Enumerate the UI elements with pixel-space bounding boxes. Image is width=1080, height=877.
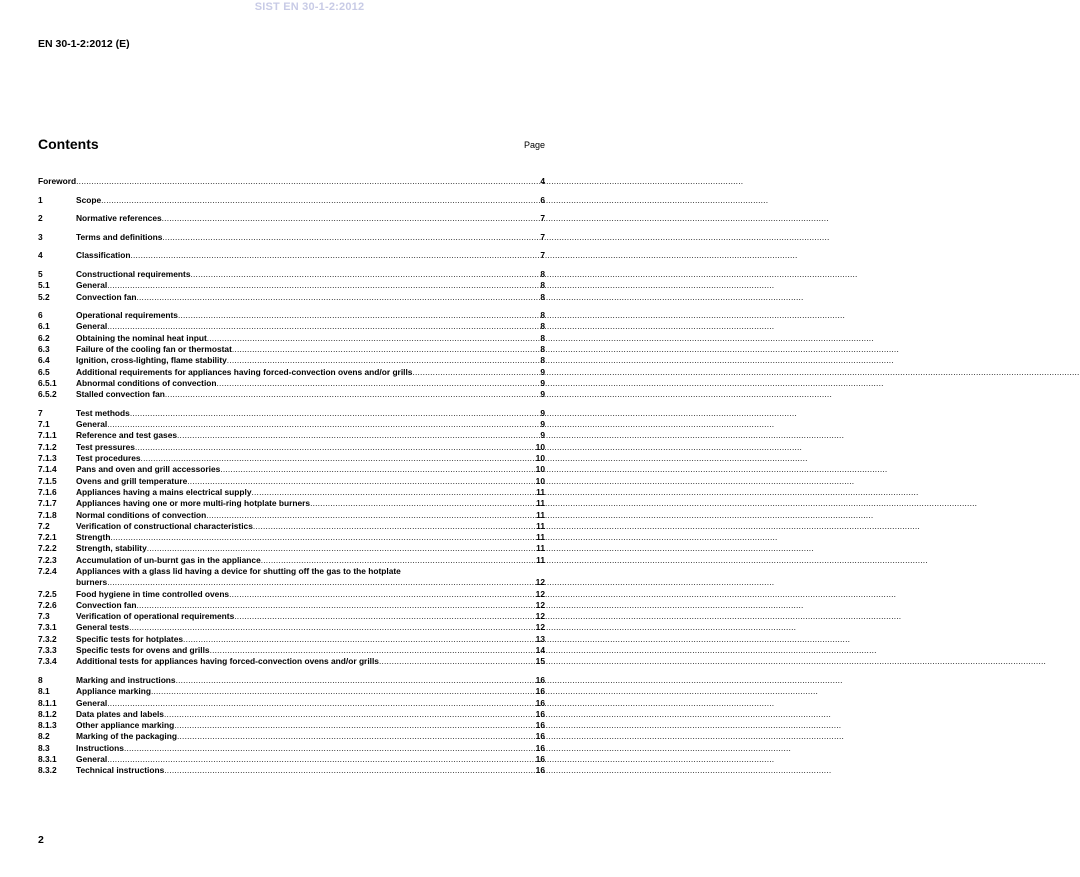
toc-entry[interactable] <box>38 543 545 554</box>
dot-leader <box>379 656 536 667</box>
toc-entry-page: 10 <box>535 464 545 475</box>
dot-leader <box>177 430 540 441</box>
toc-entry-title: Marking and instructions <box>76 674 176 685</box>
dot-leader <box>261 555 536 566</box>
toc-entry-number: 7.2.2 <box>38 543 57 554</box>
toc-entry-title: Abnormal conditions of convection <box>76 377 217 388</box>
toc-entry-page: 10 <box>535 453 545 464</box>
toc-entry-title: Other appliance marking <box>76 720 175 731</box>
toc-entry-number: 7.3.2 <box>38 633 57 644</box>
toc-entry-number: 7 <box>38 407 43 418</box>
toc-entry-wrapped[interactable] <box>38 566 545 577</box>
toc-entry-title: Technical instructions <box>76 765 165 776</box>
toc-entry-title: General <box>76 697 108 708</box>
toc-entry[interactable] <box>38 709 545 720</box>
toc-entry-page: 8 <box>540 332 545 343</box>
toc-entry[interactable] <box>38 344 545 355</box>
toc-entry[interactable] <box>38 476 545 487</box>
toc-entry[interactable] <box>38 176 545 187</box>
toc-entry-title: Additional tests for appliances having forced-convection ovens and/or grills <box>76 656 379 667</box>
toc-entry-page: 9 <box>540 419 545 430</box>
toc-entry-number: 7.3.3 <box>38 645 57 656</box>
toc-entry-page: 16 <box>535 708 545 719</box>
toc-entry-title: Strength, stability <box>76 543 147 554</box>
toc-entry-page: 9 <box>540 389 545 400</box>
toc-entry-title: Convection fan <box>76 291 137 302</box>
toc-entry[interactable] <box>38 430 545 441</box>
toc-entry-number: 6.4 <box>38 355 50 366</box>
toc-entry-title: Additional requirements for appliances having forced-convection ovens and/or grills <box>76 366 413 377</box>
dot-leader <box>107 754 535 765</box>
toc-entry-page: 12 <box>535 611 545 622</box>
dot-leader <box>210 645 536 656</box>
document-id: EN 30-1-2:2012 (E) <box>38 38 130 50</box>
toc-entry-number: 7.1.2 <box>38 441 57 452</box>
dot-leader <box>310 498 536 509</box>
dot-leader <box>135 442 536 453</box>
toc-entry-title: General tests <box>76 622 130 633</box>
toc-entry-title: Specific tests for ovens and grills <box>76 645 210 656</box>
dot-leader <box>217 378 541 389</box>
toc-entry-number: 6.5.1 <box>38 377 57 388</box>
toc-entry-number: 7.2.1 <box>38 532 57 543</box>
toc-entry-title: Obtaining the nominal heat input <box>76 332 207 343</box>
toc-entry[interactable] <box>38 464 545 475</box>
dot-leader <box>165 389 540 400</box>
toc-entry-page: 16 <box>535 742 545 753</box>
toc-entry-title: Appliances with a glass lid having a device for shutting off the gas to the hotplate <box>76 565 401 576</box>
toc-entry-number: 7.1.6 <box>38 486 57 497</box>
dot-leader <box>151 686 536 697</box>
table-of-contents <box>38 176 545 777</box>
toc-entry-number: 8.1 <box>38 686 50 697</box>
toc-entry-page: 11 <box>536 532 545 543</box>
toc-entry[interactable] <box>38 408 545 419</box>
dot-leader <box>206 510 536 521</box>
toc-entry-title: Test procedures <box>76 453 141 464</box>
toc-entry-title: General <box>76 280 108 291</box>
toc-entry[interactable] <box>38 634 545 645</box>
toc-entry-number: 7.1.1 <box>38 430 57 441</box>
toc-entry[interactable] <box>38 743 545 754</box>
toc-entry-number: 8.3.1 <box>38 754 57 765</box>
toc-entry-page: 12 <box>535 622 545 633</box>
toc-entry-page: 6 <box>540 194 545 205</box>
toc-entry-number: 7.1.5 <box>38 475 57 486</box>
dot-leader <box>137 600 536 611</box>
toc-entry-number: 7.1.7 <box>38 498 57 509</box>
toc-entry-number: 7.1 <box>38 419 50 430</box>
toc-entry-title: Accumulation of un-burnt gas in the appliance <box>76 554 261 565</box>
toc-entry-title: Verification of operational requirements <box>76 611 235 622</box>
toc-entry-number: 6.2 <box>38 332 50 343</box>
toc-entry-page: 11 <box>536 486 545 497</box>
toc-entry-number: 6.5 <box>38 366 50 377</box>
dot-leader <box>110 532 536 543</box>
toc-entry-number: 7.2.5 <box>38 588 57 599</box>
toc-entry-title: Food hygiene in time controlled ovens <box>76 588 230 599</box>
toc-entry-page: 8 <box>540 321 545 332</box>
toc-entry-number: 8.3.2 <box>38 765 57 776</box>
dot-leader <box>207 333 541 344</box>
toc-entry[interactable] <box>38 622 545 633</box>
toc-entry-number: 8 <box>38 674 43 685</box>
toc-entry[interactable] <box>38 611 545 622</box>
dot-leader <box>107 419 540 430</box>
toc-entry[interactable] <box>38 250 545 261</box>
toc-entry-title: General <box>76 419 108 430</box>
toc-entry-number: 6 <box>38 310 43 321</box>
toc-entry[interactable] <box>38 731 545 742</box>
toc-entry[interactable] <box>38 498 545 509</box>
toc-entry-page: 16 <box>535 674 545 685</box>
toc-entry-number: 8.1.1 <box>38 697 57 708</box>
toc-entry[interactable] <box>38 686 545 697</box>
toc-entry-number: 7.2 <box>38 520 50 531</box>
toc-entry-title: Appliance marking <box>76 686 151 697</box>
toc-entry-title: General <box>76 321 108 332</box>
toc-entry[interactable] <box>38 269 545 280</box>
dot-leader <box>147 543 536 554</box>
toc-entry-title: Test pressures <box>76 441 135 452</box>
toc-entry-page: 7 <box>540 231 545 242</box>
toc-entry-title: Stalled convection fan <box>76 389 165 400</box>
toc-entry-title: Normal conditions of convection <box>76 509 207 520</box>
toc-entry-page: 16 <box>535 686 545 697</box>
toc-entry-title-continuation: burners <box>76 577 108 588</box>
toc-entry-title: Classification <box>76 250 131 261</box>
dot-leader <box>130 250 540 261</box>
toc-entry-page: 8 <box>540 268 545 279</box>
toc-entry[interactable] <box>38 521 545 532</box>
toc-entry-page: 8 <box>540 291 545 302</box>
toc-entry-title: Failure of the cooling fan or thermostat <box>76 344 232 355</box>
dot-leader <box>412 367 540 378</box>
dot-leader <box>174 720 535 731</box>
toc-entry-title: Verification of constructional characteristics <box>76 520 253 531</box>
toc-entry-number: 8.2 <box>38 731 50 742</box>
watermark: SIST EN 30-1-2:2012 <box>254 1 365 13</box>
toc-entry-number: 7.3.4 <box>38 656 57 667</box>
dot-leader <box>253 521 536 532</box>
dot-leader <box>124 743 536 754</box>
toc-entry-title: Normative references <box>76 213 162 224</box>
toc-entry[interactable] <box>38 321 545 332</box>
toc-entry-page: 11 <box>536 509 545 520</box>
toc-entry[interactable] <box>38 656 545 667</box>
toc-entry-number: 6.1 <box>38 321 50 332</box>
toc-entry-page: 16 <box>535 731 545 742</box>
toc-entry-page: 10 <box>535 441 545 452</box>
dot-leader <box>141 453 536 464</box>
dot-leader <box>107 280 540 291</box>
dot-leader <box>177 731 536 742</box>
toc-entry-page: 7 <box>540 213 545 224</box>
toc-entry-title: Appliances having a mains electrical supply <box>76 486 252 497</box>
toc-entry[interactable] <box>38 367 545 378</box>
toc-entry-number: 5.1 <box>38 280 50 291</box>
toc-entry[interactable] <box>38 310 545 321</box>
page-number: 2 <box>38 834 44 846</box>
toc-entry-page: 16 <box>535 697 545 708</box>
toc-entry[interactable] <box>38 720 545 731</box>
toc-entry[interactable] <box>38 333 545 344</box>
toc-entry-page: 9 <box>540 430 545 441</box>
toc-entry-page: 12 <box>535 599 545 610</box>
dot-leader <box>162 213 541 224</box>
toc-entry-number: 4 <box>38 250 43 261</box>
toc-entry-page: 11 <box>536 498 545 509</box>
toc-entry-title: Foreword <box>38 176 77 186</box>
toc-entry[interactable] <box>38 280 545 291</box>
toc-entry-title: Scope <box>76 194 102 205</box>
toc-entry-title: Constructional requirements <box>76 268 191 279</box>
toc-entry-page: 8 <box>540 280 545 291</box>
toc-entry-page: 14 <box>535 645 545 656</box>
toc-entry-page: 16 <box>535 765 545 776</box>
toc-entry[interactable] <box>38 378 545 389</box>
dot-leader <box>232 344 540 355</box>
dot-leader <box>176 675 536 686</box>
toc-entry[interactable] <box>38 555 545 566</box>
dot-leader <box>183 634 536 645</box>
toc-entry[interactable] <box>38 765 545 776</box>
toc-entry-title: Appliances having one or more multi-ring hotplate burners <box>76 498 311 509</box>
toc-entry-page: 8 <box>540 344 545 355</box>
dot-leader <box>187 476 535 487</box>
toc-entry-number: 7.3 <box>38 611 50 622</box>
toc-entry-title: Data plates and labels <box>76 708 164 719</box>
toc-entry[interactable] <box>38 600 545 611</box>
toc-entry-title: Reference and test gases <box>76 430 178 441</box>
toc-entry-title: Test methods <box>76 407 130 418</box>
toc-entry-page: 13 <box>535 633 545 644</box>
dot-leader <box>107 577 535 588</box>
toc-entry[interactable] <box>38 675 545 686</box>
contents-title: Contents <box>38 136 99 152</box>
dot-leader <box>164 709 536 720</box>
toc-entry[interactable] <box>38 442 545 453</box>
toc-entry[interactable] <box>38 698 545 709</box>
toc-entry[interactable] <box>38 645 545 656</box>
toc-entry-page: 8 <box>540 310 545 321</box>
toc-entry-title: Instructions <box>76 742 124 753</box>
toc-entry-number: 7.2.6 <box>38 599 57 610</box>
toc-entry-page: 11 <box>536 520 545 531</box>
toc-entry-number: 7.1.3 <box>38 453 57 464</box>
dot-leader <box>178 310 540 321</box>
toc-entry-number: 7.3.1 <box>38 622 57 633</box>
dot-leader <box>76 176 540 187</box>
toc-entry-title: Operational requirements <box>76 310 178 321</box>
toc-entry[interactable] <box>38 389 545 400</box>
toc-entry[interactable] <box>38 487 545 498</box>
toc-entry-number: 5 <box>38 268 43 279</box>
dot-leader <box>251 487 536 498</box>
toc-entry-title: Strength <box>76 532 111 543</box>
toc-entry-title: Marking of the packaging <box>76 731 177 742</box>
dot-leader <box>190 269 540 280</box>
dot-leader <box>164 765 535 776</box>
toc-entry[interactable] <box>38 419 545 430</box>
dot-leader <box>220 464 535 475</box>
toc-entry[interactable] <box>38 453 545 464</box>
toc-entry-number: 5.2 <box>38 291 50 302</box>
toc-entry[interactable] <box>38 292 545 303</box>
dot-leader <box>234 611 535 622</box>
dot-leader <box>130 408 541 419</box>
dot-leader <box>107 321 540 332</box>
toc-entry-number: 6.3 <box>38 344 50 355</box>
toc-entry[interactable] <box>38 532 545 543</box>
toc-entry-page: 7 <box>540 250 545 261</box>
toc-entry-page: 9 <box>540 366 545 377</box>
toc-entry-page: 15 <box>535 656 545 667</box>
toc-entry[interactable] <box>38 754 545 765</box>
toc-entry-number: 8.1.3 <box>38 720 57 731</box>
toc-entry-page: 12 <box>535 588 545 599</box>
toc-entry-number: 1 <box>38 194 43 205</box>
toc-entry-wrapped-continuation[interactable] <box>38 577 545 588</box>
toc-entry-title: Ovens and grill temperature <box>76 475 188 486</box>
page-column-heading: Page <box>523 140 545 150</box>
toc-entry[interactable] <box>38 195 545 206</box>
toc-entry-page: 9 <box>540 377 545 388</box>
toc-entry-page: 16 <box>535 754 545 765</box>
toc-entry-page: 9 <box>540 407 545 418</box>
dot-leader <box>137 292 541 303</box>
toc-entry-number: 2 <box>38 213 43 224</box>
toc-entry-page: 4 <box>540 176 545 186</box>
toc-entry-number: 7.2.4 <box>38 565 57 576</box>
dot-leader <box>229 589 536 600</box>
toc-entry-title: Convection fan <box>76 599 137 610</box>
dot-leader <box>227 355 541 366</box>
toc-entry[interactable] <box>38 510 545 521</box>
toc-entry-title: Ignition, cross-lighting, flame stability <box>76 355 227 366</box>
dot-leader <box>162 232 540 243</box>
toc-entry-title: General <box>76 754 108 765</box>
toc-entry-page: 12 <box>535 577 545 588</box>
toc-entry-title: Terms and definitions <box>76 231 163 242</box>
toc-entry-page: 10 <box>535 475 545 486</box>
toc-entry-number: 8.3 <box>38 742 50 753</box>
toc-entry[interactable] <box>38 355 545 366</box>
toc-entry-page: 11 <box>536 543 545 554</box>
toc-entry-number: 3 <box>38 231 43 242</box>
toc-entry-number: 7.2.3 <box>38 554 57 565</box>
toc-entry-page: 16 <box>535 720 545 731</box>
toc-entry-page: 11 <box>536 554 545 565</box>
toc-entry-title: Pans and oven and grill accessories <box>76 464 221 475</box>
toc-entry[interactable] <box>38 589 545 600</box>
toc-entry[interactable] <box>38 213 545 224</box>
toc-entry-number: 8.1.2 <box>38 708 57 719</box>
dot-leader <box>101 195 540 206</box>
toc-entry-number: 7.1.4 <box>38 464 57 475</box>
dot-leader <box>107 698 535 709</box>
toc-entry-title: Specific tests for hotplates <box>76 633 184 644</box>
toc-entry-number: 7.1.8 <box>38 509 57 520</box>
toc-entry-page: 8 <box>540 355 545 366</box>
toc-entry-number: 6.5.2 <box>38 389 57 400</box>
dot-leader <box>129 622 536 633</box>
toc-entry[interactable] <box>38 232 545 243</box>
